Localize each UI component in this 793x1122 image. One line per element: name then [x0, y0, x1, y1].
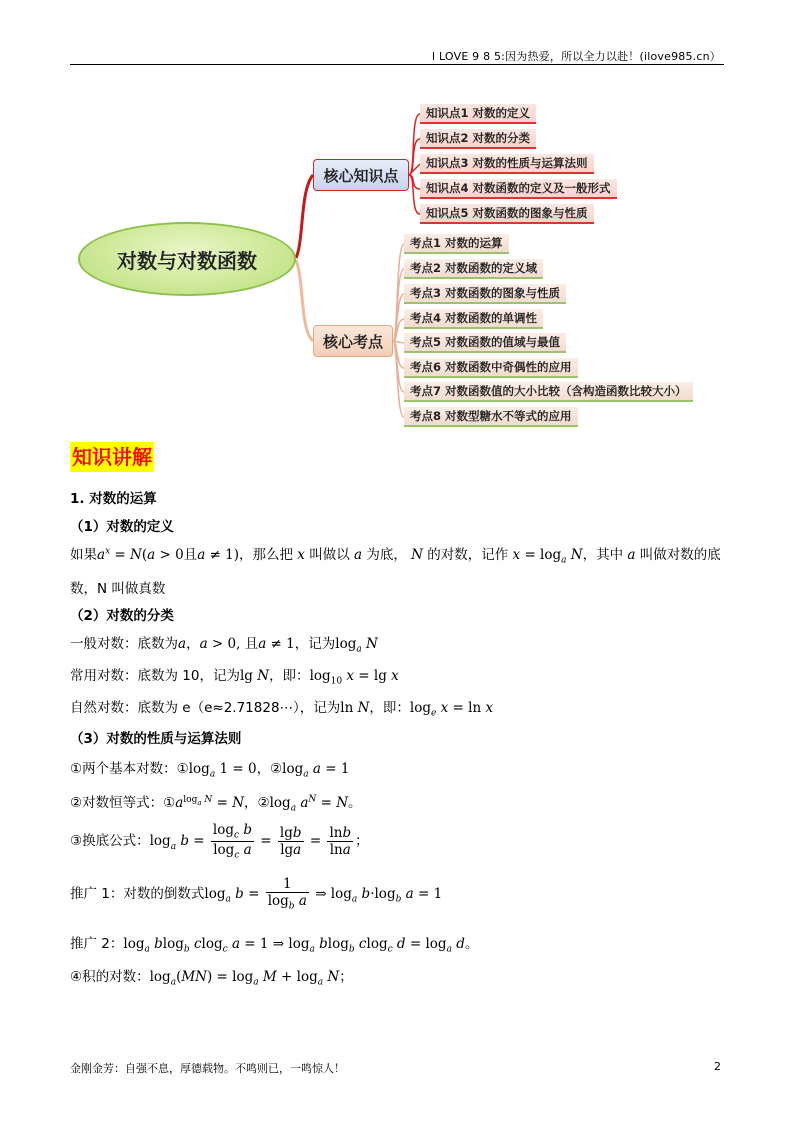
class-common: 常用对数：底数为 10，记为lg N，即：$\log_{10} x = \lg x$ [70, 668, 399, 687]
section-title: 知识讲解 [70, 442, 154, 472]
hub-core-exam: 核心考点 [313, 325, 393, 357]
property-identity: ②对数恒等式：$①a^{log_a N} = N$，$②\log_a$ $a^N = N$。 [70, 794, 362, 814]
mind-map-root: 对数与对数函数 [78, 222, 296, 296]
core-item-1: 知识点1 对数的定义 [420, 104, 536, 124]
exam-item-4: 考点4 对数函数的单调性 [404, 309, 543, 329]
exam-item-6: 考点6 对数函数中奇偶性的应用 [404, 358, 578, 378]
footer-motto: 金刚金芳：自强不息，厚德载物。不鸣则已，一鸣惊人！ [70, 1062, 345, 1075]
heading-classification: （2）对数的分类 [70, 608, 174, 624]
exam-item-7: 考点7 对数函数值的大小比较（含构造函数比较大小） [404, 382, 693, 402]
extension-1: 推广 1：对数的倒数式$\log_a b$ = $\frac{1}{\log_b a}$ ⇒ $\log_a b\cdot\log_b$ a = 1 [70, 876, 443, 912]
mind-map [0, 0, 793, 440]
property-product: ④积的对数：$\log_a(MN) = \log_a M + \log_a N$； [70, 969, 353, 988]
exam-item-2: 考点2 对数函数的定义域 [404, 259, 543, 279]
extension-2: 推广 2：$\log_a blog_b$ clog$_c$ a = 1 ⇒ $\log_a blog_b$ clog$_c$ $d = \log_a d$。 [70, 936, 479, 955]
definition-line-1: 如果$a^x = N(a > 0$且a ≠ 1)，那么把 x 叫做以 a 为底， N 的对数，记作 $x = \log_a N$，其中 a 叫做对数的底 [70, 546, 721, 566]
exam-item-1: 考点1 对数的运算 [404, 234, 509, 254]
core-item-5: 知识点5 对数函数的图象与性质 [420, 204, 594, 224]
core-item-4: 知识点4 对数函数的定义及一般形式 [420, 179, 617, 199]
heading-log-operations: 1. 对数的运算 [70, 491, 157, 507]
hub-core-knowledge: 核心知识点 [313, 159, 409, 191]
property-change-of-base: ③换底公式：$\log_a b$ = $\frac{\log_c b}{\log_c a}$ = $\frac{\lg b}{\lg a}$ = $\frac{\ln b}{\ln a}$ ； [70, 822, 369, 861]
class-natural: 自然对数：底数为 e（e≈2.71828⋯），记为ln N，即：$\log_e x = \ln x$ [70, 700, 494, 719]
definition-line-2: 数，N 叫做真数 [70, 581, 166, 597]
property-basic-logs: ①两个基本对数：$①\log_a$ 1 = 0，$②\log_a$ a = 1 [70, 761, 350, 780]
core-item-3: 知识点3 对数的性质与运算法则 [420, 154, 594, 174]
page-header: I LOVE 9 8 5:因为热爱，所以全力以赴！(ilove985.cn） [431, 50, 721, 63]
heading-properties: （3）对数的性质与运算法则 [70, 731, 242, 747]
exam-item-5: 考点5 对数函数的值域与最值 [404, 333, 566, 353]
exam-item-8: 考点8 对数型糖水不等式的应用 [404, 407, 578, 427]
heading-definition: （1）对数的定义 [70, 519, 174, 535]
core-item-2: 知识点2 对数的分类 [420, 129, 536, 149]
class-general: 一般对数：底数为a，a > 0, 且a ≠ 1，记为$\log_a N$ [70, 636, 378, 655]
exam-item-3: 考点3 对数函数的图象与性质 [404, 284, 566, 304]
page-number: 2 [714, 1060, 721, 1073]
mind-map-connectors [0, 0, 793, 440]
